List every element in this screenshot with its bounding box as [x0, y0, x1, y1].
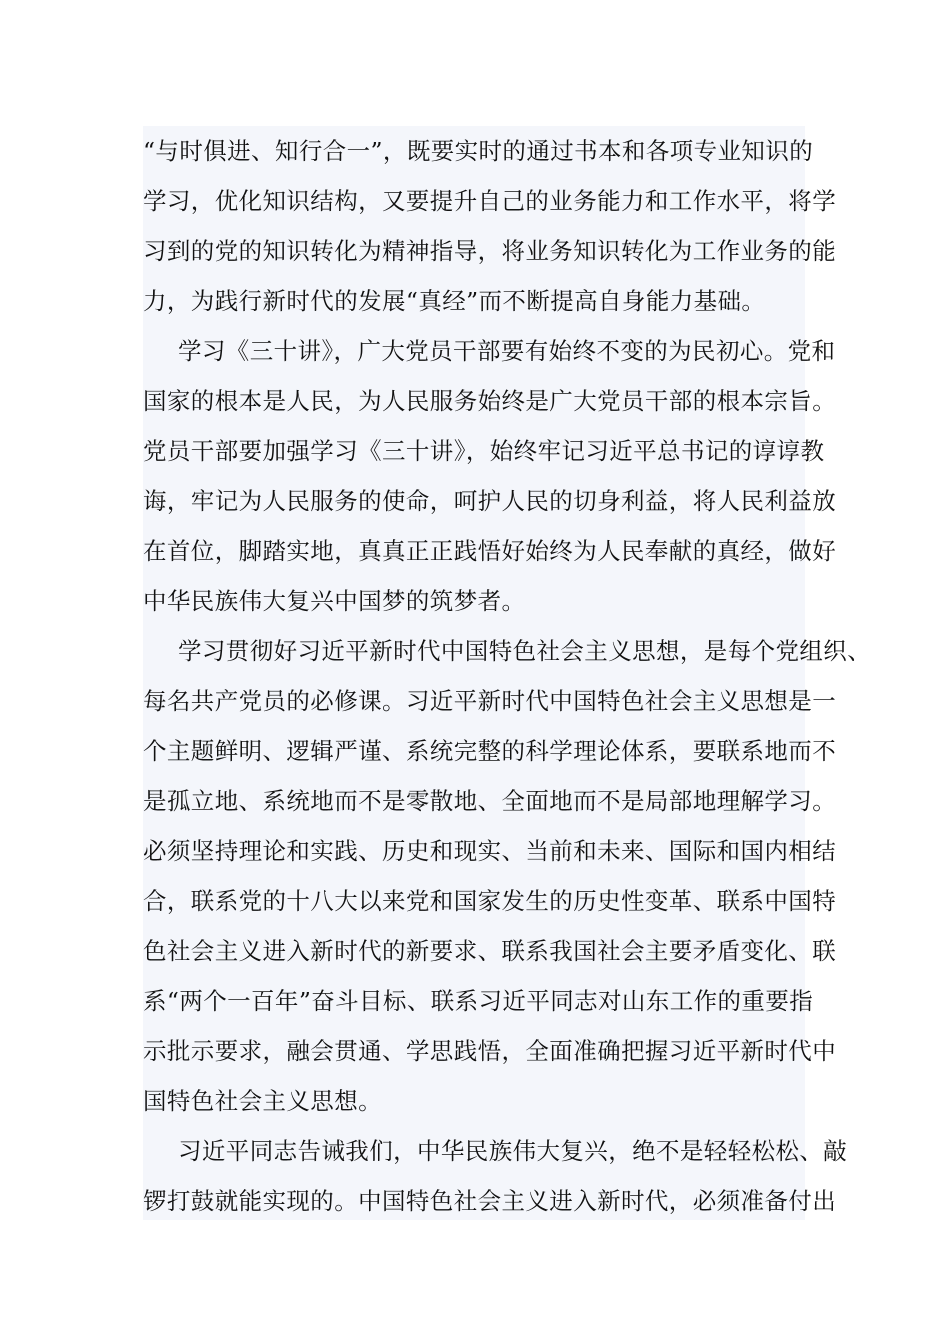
paragraph-start-line: 习近平同志告诫我们，中华民族伟大复兴，绝不是轻轻松松、敲: [178, 1137, 848, 1165]
text-line: 学习，优化知识结构，又要提升自己的业务能力和工作水平，将学: [143, 187, 837, 215]
text-line: 国特色社会主义思想。: [143, 1087, 382, 1115]
paragraph-start-line: 学习贯彻好习近平新时代中国特色社会主义思想，是每个党组织、: [178, 637, 872, 665]
text-line: 示批示要求，融会贯通、学思践悟，全面准确把握习近平新时代中: [143, 1037, 837, 1065]
document-body: [143, 126, 872, 1220]
text-line: 力，为践行新时代的发展“真经”而不断提高自身能力基础。: [143, 287, 766, 315]
paragraph-start-line: 学习《三十讲》，广大党员干部要有始终不变的为民初心。党和: [178, 337, 836, 365]
text-line: 诲，牢记为人民服务的使命，呵护人民的切身利益，将人民利益放: [143, 487, 837, 515]
text-line: 系“两个一百年”奋斗目标、联系习近平同志对山东工作的重要指: [143, 987, 814, 1015]
text-line: 习到的党的知识转化为精神指导，将业务知识转化为工作业务的能: [143, 237, 837, 265]
text-line: 色社会主义进入新时代的新要求、联系我国社会主要矛盾变化、联: [143, 937, 837, 965]
text-line: 党员干部要加强学习《三十讲》，始终牢记习近平总书记的谆谆教: [143, 437, 825, 465]
text-line: 个主题鲜明、逻辑严谨、系统完整的科学理论体系，要联系地而不: [143, 737, 837, 765]
text-line: 锣打鼓就能实现的。中国特色社会主义进入新时代，必须准备付出: [143, 1187, 837, 1215]
text-line: 在首位，脚踏实地，真真正正践悟好始终为人民奉献的真经，做好: [143, 537, 837, 565]
text-line: 是孤立地、系统地而不是零散地、全面地而不是局部地理解学习。: [143, 787, 837, 815]
text-line: 国家的根本是人民，为人民服务始终是广大党员干部的根本宗旨。: [143, 387, 837, 415]
text-line: 必须坚持理论和实践、历史和现实、当前和未来、国际和国内相结: [143, 837, 837, 865]
text-line: 中华民族伟大复兴中国梦的筑梦者。: [143, 587, 526, 615]
text-line: 合，联系党的十八大以来党和国家发生的历史性变革、联系中国特: [143, 887, 837, 915]
text-line: 每名共产党员的必修课。习近平新时代中国特色社会主义思想是一: [143, 687, 837, 715]
text-line: “与时俱进、知行合一”，既要实时的通过书本和各项专业知识的: [143, 137, 814, 165]
